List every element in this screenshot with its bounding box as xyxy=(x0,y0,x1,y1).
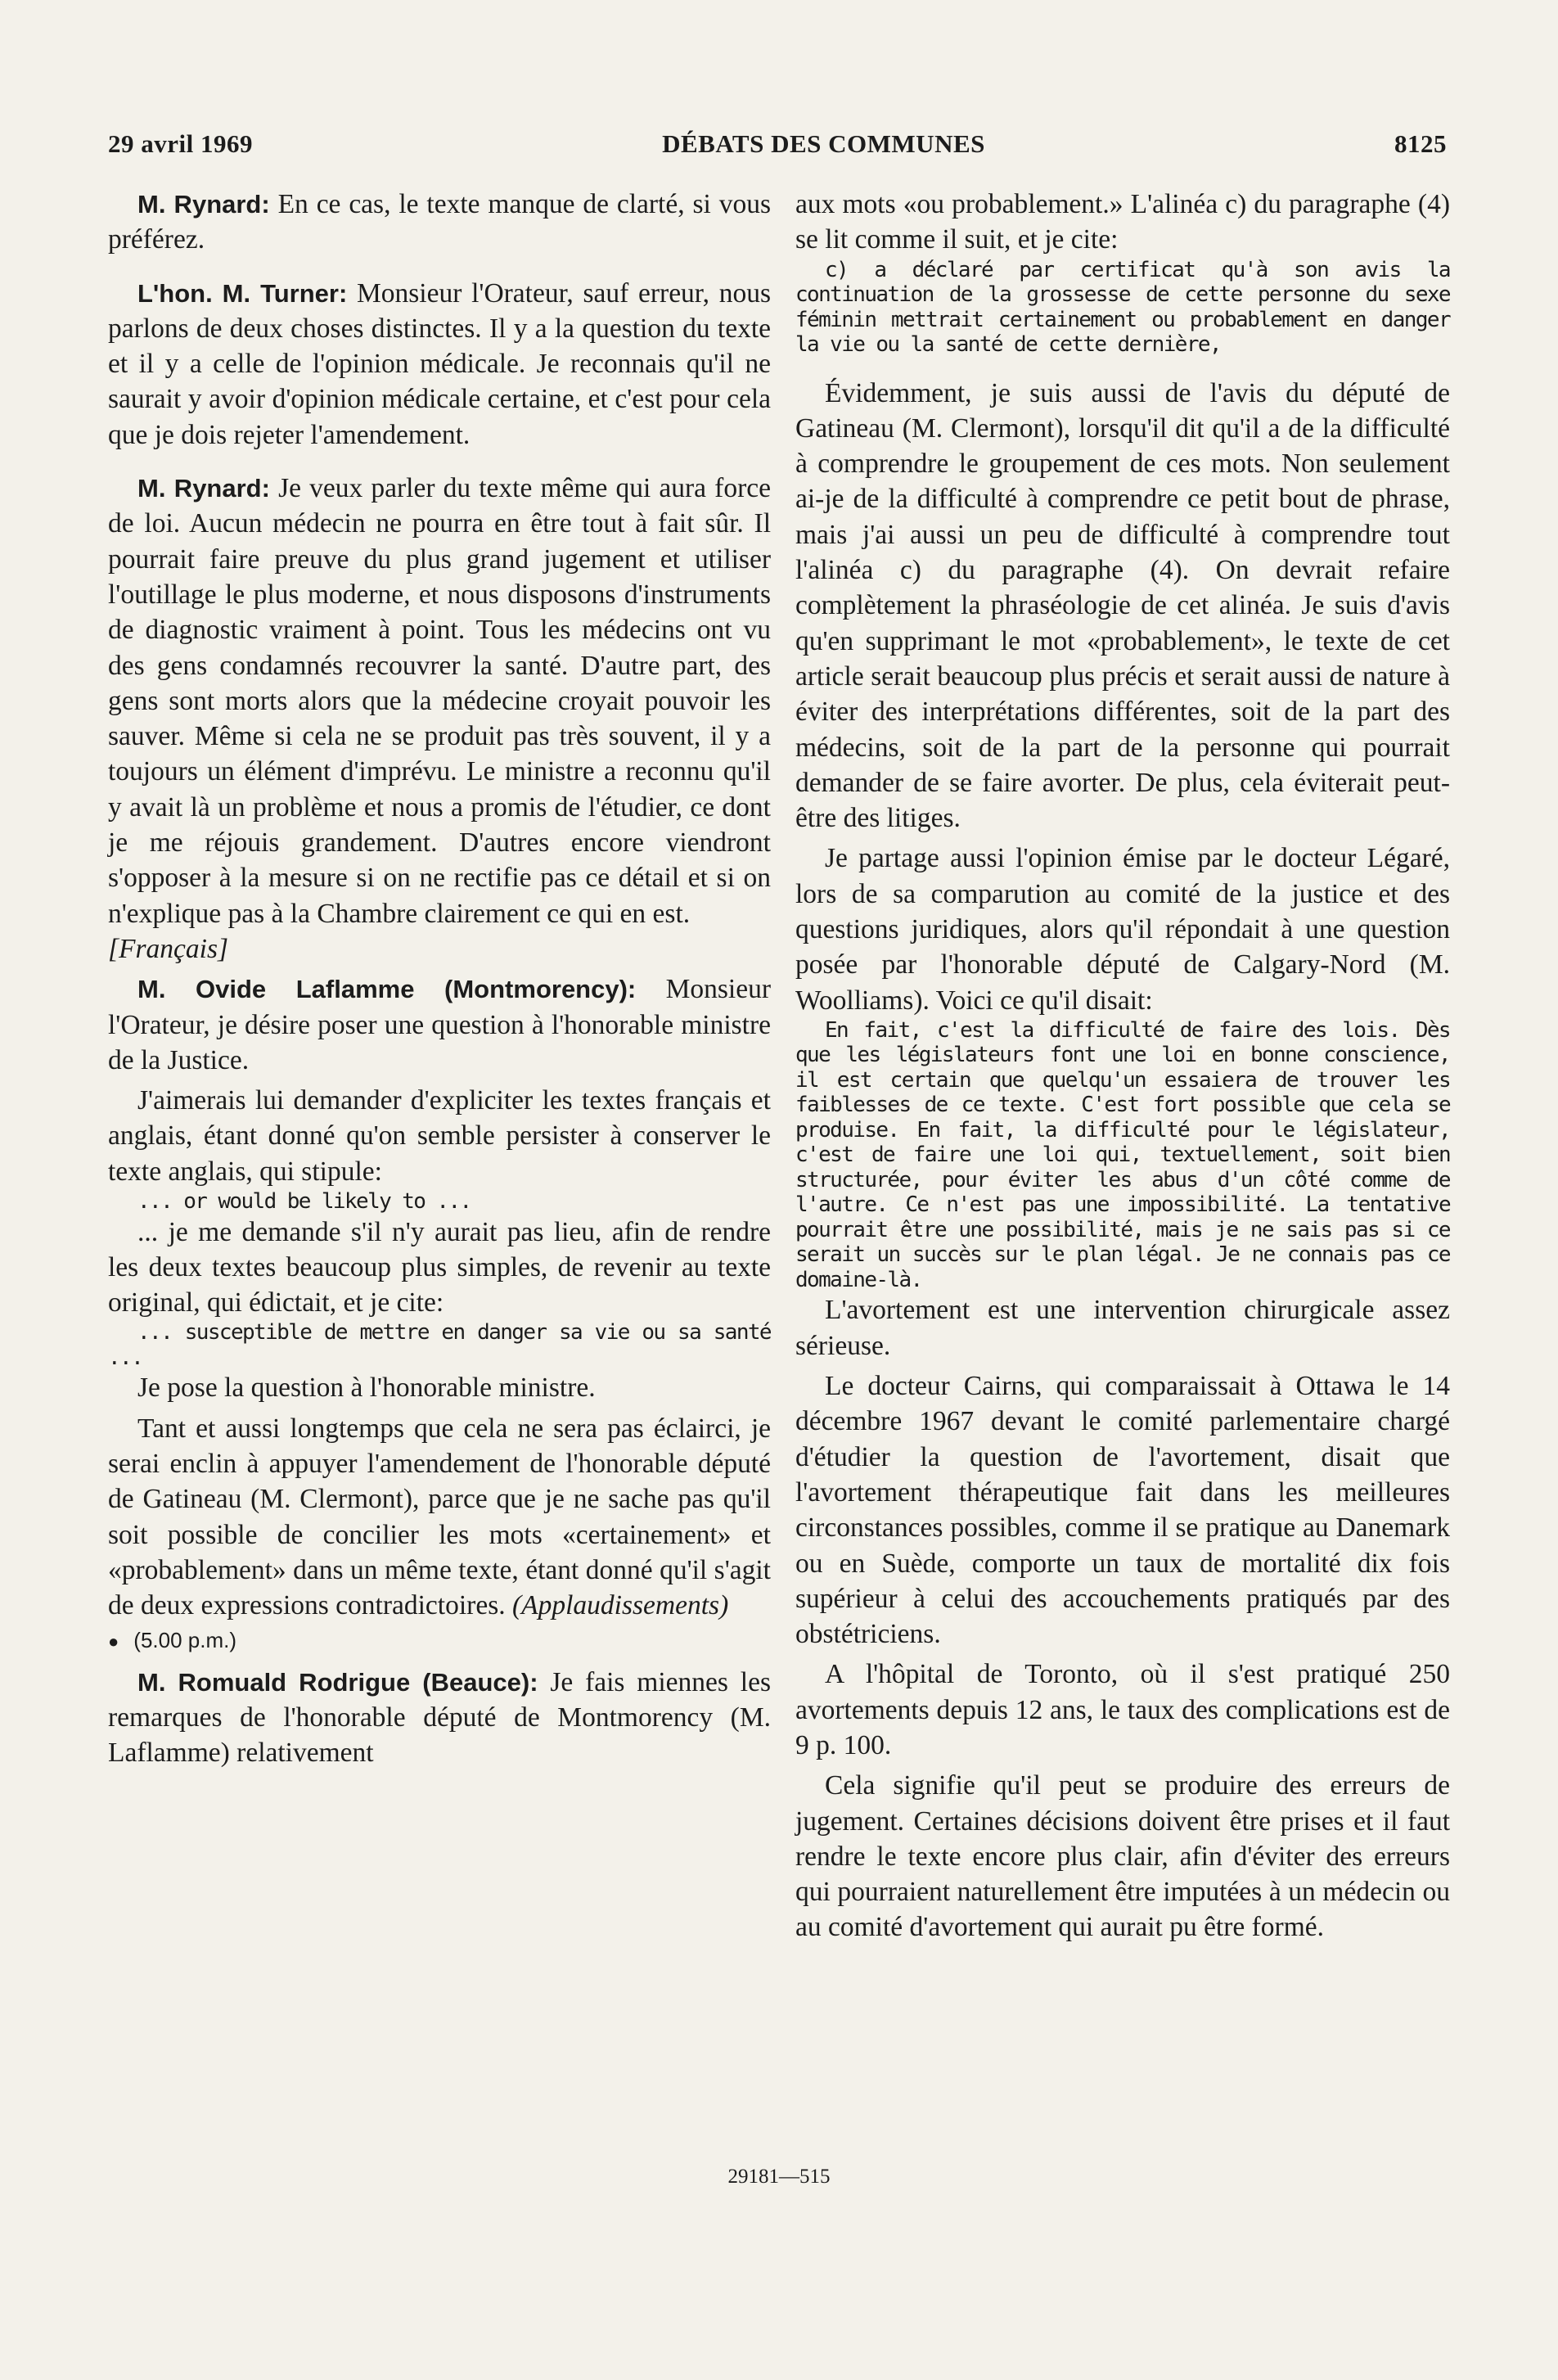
paragraph-rynard-2 xyxy=(108,471,771,931)
paragraph-text: ... je me demande s'il n'y aurait pas lieu, afin de rendre les deux textes beaucoup plus simples, de revenir au texte original, qui édictait, et je cite: xyxy=(108,1216,771,1318)
paragraph-text: Monsieur l'Orateur, je désire poser une question à l'honorable ministre de la Justice. xyxy=(108,974,771,1075)
language-tag: [Français] xyxy=(108,933,229,964)
paragraph-text: Je pose la question à l'honorable ministre. xyxy=(137,1373,596,1404)
header-date: 29 avril 1969 xyxy=(108,129,253,158)
speaker-name: M. Rynard: xyxy=(137,474,270,503)
paragraph-rodrigue xyxy=(108,1665,771,1771)
speaker-name: M. Rynard: xyxy=(137,190,270,219)
paragraph-text: Je partage aussi l'opinion émise par le docteur Légaré, lors de sa comparution au comité de la justice et des questions juridiques, alors qu'il répondait à une question posée par l'honorable député de Calgary-Nord (M. Woolliams). Voici ce qu'il disait: xyxy=(795,843,1450,1016)
applause-note: (Applaudissements) xyxy=(511,1590,729,1621)
left-column xyxy=(108,187,771,1771)
paragraph-text: Cela signifie qu'il peut se produire des erreurs de jugement. Certaines décisions doivent être prises et il faut rendre le texte encore plus clair, afin d'éviter des erreurs qui pourraient naturellement être imputées à un médecin ou au comité d'avortement qui aurait pu être formé. xyxy=(795,1770,1450,1943)
speaker-name: M. Romuald Rodrigue (Beauce): xyxy=(137,1667,538,1697)
paragraph-text: Tant et aussi longtemps que cela ne sera pas éclairci, je serai enclin à appuyer l'amendement de l'honorable député de Gatineau (M. Clermont), parce que je ne sache pas qu'il soit possible de concilier les mots «certainement» et «probablement» dans un même texte, étant donné qu'il s'agit de deux expressions contradictoires. xyxy=(108,1413,771,1621)
paragraph-text: L'avortement est une intervention chirurgicale assez sérieuse. xyxy=(795,1295,1450,1361)
footer-code: 29181—515 xyxy=(727,2166,831,2188)
time-text: (5.00 p.m.) xyxy=(133,1628,237,1653)
header-page-number: 8125 xyxy=(1394,129,1447,158)
paragraph-rynard-1 xyxy=(108,187,771,258)
bullet-icon: ● xyxy=(108,1631,119,1652)
paragraph-laflamme-2 xyxy=(108,1411,771,1624)
paragraph-text: A l'hôpital de Toronto, où il s'est pratiqué 250 avortements depuis 12 ans, le taux des complications est de 9 p. 100. xyxy=(795,1659,1450,1760)
header-title: DÉBATS DES COMMUNES xyxy=(662,129,985,158)
paragraph-turner xyxy=(108,276,771,453)
paragraph-text: Je veux parler du texte même qui aura force de loi. Aucun médecin ne pourra en être tout à fait sûr. Il pourrait faire preuve du plus grand jugement et utiliser l'outillage le plus moderne, et nous disposons d'instruments de diagnostic vraiment à point. Tous les médecins ont vu des gens condamnés recouvrer la santé. D'autre part, des gens sont morts alors que la médecine croyait pouvoir les sauver. Même si cela ne se produit pas très souvent, il y a toujours un élément d'imprévu. Le ministre a reconnu qu'il y avait là un problème et nous a promis de l'étudier, ce dont je me réjouis grandement. D'autres encore viendront s'opposer à la mesure si on ne rectifie pas ce détail et si on n'explique pas à la Chambre clairement ce qui en est. xyxy=(108,473,771,929)
quotation: ... or would be likely to ... xyxy=(137,1189,471,1215)
page-header xyxy=(108,129,1447,169)
quotation: En fait, c'est la difficulté de faire des lois. Dès que les législateurs font une loi en bonne conscience, il est certain que quelqu'un essaiera de trouver les faiblesses de ce texte. C'est fort possible que cela se produise. En fait, la difficulté pour le législateur, c'est de faire une loi qui, textuellement, soit bien structurée, pour éviter les abus d'un côté comme de l'autre. Ce n'est pas une impossibilité. La tentative pourrait être une possibilité, mais je ne sais pas si ce serait un succès sur le plan légal. Je ne connais pas ce domaine-là. xyxy=(795,1017,1450,1292)
speaker-name: M. Ovide Laflamme (Montmorency): xyxy=(137,975,637,1004)
paragraph-text: aux mots «ou probablement.» L'alinéa c) du paragraphe (4) se lit comme il suit, et je cite: xyxy=(795,189,1450,255)
quotation: ... susceptible de mettre en danger sa vie ou sa santé ... xyxy=(108,1320,771,1370)
paragraph-text: Le docteur Cairns, qui comparaissait à Ottawa le 14 décembre 1967 devant le comité parlementaire chargé d'étudier la question de l'avortement, disait que l'avortement thérapeutique fait dans les meilleures circonstances possibles, comme il se pratique au Danemark ou en Suède, comporte un taux de mortalité dix fois supérieur à celui des accouchements pratiqués par des obstétriciens. xyxy=(795,1371,1450,1650)
time-mark xyxy=(108,1623,771,1659)
paragraph-laflamme xyxy=(108,971,771,1078)
paragraph-text: Évidemment, je suis aussi de l'avis du député de Gatineau (M. Clermont), lorsqu'il dit qu'il a de la difficulté à comprendre le groupement de ces mots. Non seulement ai-je de la difficulté à comprendre ce petit bout de phrase, mais j'ai aussi un peu de difficulté à comprendre tout l'alinéa c) du paragraphe (4). On devrait refaire complètement la phraséologie de cet alinéa. Je suis d'avis qu'en supprimant le mot «probablement», le texte de cet article serait beaucoup plus précis et serait aussi de nature à éviter des interprétations différentes, soit de la part des médecins, soit de la part de la personne qui pourrait demander de se faire avorter. De plus, cela éviterait peut-être des litiges. xyxy=(795,377,1450,834)
paragraph-text: En ce cas, le texte manque de clarté, si vous préférez. xyxy=(108,189,771,255)
paragraph-text: Je fais miennes les remarques de l'honorable député de Montmorency (M. Laflamme) relativement xyxy=(108,1666,771,1769)
quotation: c) a déclaré par certificat qu'à son avis la continuation de la grossesse de cette personne du sexe féminin mettrait certainement ou probablement en danger la vie ou la santé de cette dernière, xyxy=(795,257,1450,358)
paragraph-text: J'aimerais lui demander d'expliciter les textes français et anglais, étant donné qu'on semble persister à conserver le texte anglais, qui stipule: xyxy=(108,1085,771,1187)
right-column xyxy=(795,187,1450,1945)
speaker-name: L'hon. M. Turner: xyxy=(137,278,348,308)
paragraph-text: Monsieur l'Orateur, sauf erreur, nous parlons de deux choses distinctes. Il y a la question du texte et il y a celle de l'opinion médicale. Je reconnais qu'il ne saurait y avoir d'opinion médicale certaine, et c'est pour cela que je dois rejeter l'amendement. xyxy=(108,277,771,450)
